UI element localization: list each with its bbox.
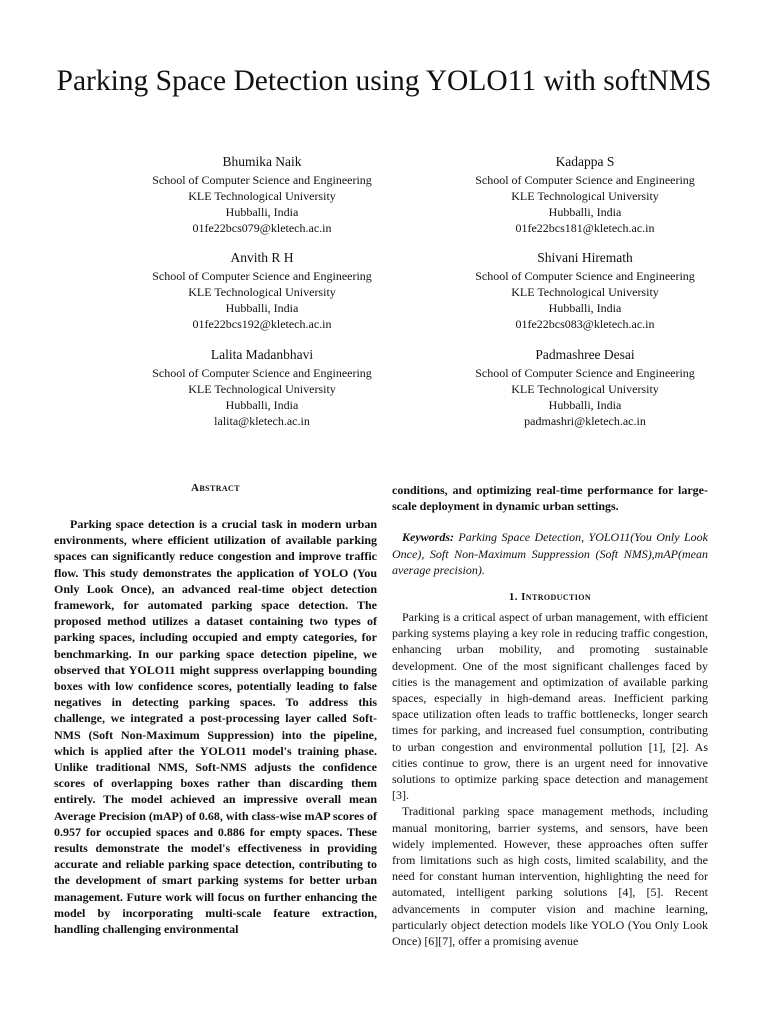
author-card [420, 250, 750, 332]
author-name: Bhumika Naik [222, 154, 302, 169]
author-name: Anvith R H [230, 250, 294, 265]
intro-paragraph: Traditional parking space management methods, including manual monitoring, barrier systems, and sensors, have been widely implemented. However, these approaches often suffer from limitations such as high costs, limited scalability, and the need for constant human intervention, highlighting the need for automated, intelligent parking solutions [4], [5]. Recent advancements in computer vision and machine learning, particularly object detection models like YOLO (You Only Look Once) [6][7], offer a promising avenue [392, 804, 708, 949]
right-column [392, 482, 708, 949]
author-department: School of Computer Science and Engineering [152, 173, 372, 187]
author-university: KLE Technological University [188, 189, 336, 203]
author-name: Padmashree Desai [535, 347, 635, 362]
keywords-text: Parking Space Detection, YOLO11(You Only Look Once), Soft Non-Maximum Suppression (Soft NMS),mAP(mean average precision). [392, 530, 708, 577]
abstract-text: Parking space detection is a crucial task in modern urban environments, where efficient utilization of available parking spaces can significantly reduce congestion and improve traffic flow. This study demonstrates the application of YOLO (You Only Look Once), an advanced real-time object detection framework, for automated parking space detection. The proposed method utilizes a dataset containing two types of parking spaces, including occupied and empty categories, for benchmarking. In our parking space detection pipeline, we observed that YOLO11 might suppress overlapping bounding boxes with low confidence scores, potentially leading to false negatives in detecting parking spaces. To address this challenge, we integrated a post-processing layer called Soft-NMS (Soft Non-Maximum Suppression) into the pipeline, which is applied after the YOLO11 model's training phase. Unlike traditional NMS, Soft-NMS adjusts the confidence scores of overlapping boxes rather than discarding them entirely. The model achieved an impressive overall mean Average Precision (mAP) of 0.68, with class-wise mAP scores of 0.957 for occupied spaces and 0.886 for empty spaces. These results demonstrate the model's effectiveness in providing accurate and reliable parking space detection, contributing to the development of smart parking systems for better urban management. Future work will focus on further enhancing the model by incorporating multi-scale feature extraction, handling challenging environmental [54, 517, 377, 937]
left-column [54, 482, 377, 937]
author-card [97, 347, 427, 429]
author-card [97, 250, 427, 332]
author-name: Shivani Hiremath [537, 250, 633, 265]
author-university: KLE Technological University [188, 382, 336, 396]
author-department: School of Computer Science and Engineering [475, 366, 695, 380]
abstract-heading: Abstract [191, 482, 240, 494]
keywords [392, 529, 708, 578]
paper-title: Parking Space Detection using YOLO11 with softNMS [56, 65, 712, 97]
author-email: 01fe22bcs079@kletech.ac.in [192, 221, 332, 235]
author-city: Hubballi, India [225, 398, 299, 412]
author-name: Kadappa S [555, 154, 615, 169]
author-city: Hubballi, India [548, 205, 622, 219]
author-card [420, 347, 750, 429]
intro-paragraph: Parking is a critical aspect of urban management, with efficient parking systems playing a key role in reducing traffic congestion, enhancing urban mobility, and promoting sustainable development. One of the most significant challenges faced by cities is the management and optimization of available parking spaces, especially in high-demand areas. Inefficient parking space utilization often leads to traffic bottlenecks, longer search times for parking, and increased fuel consumption, contributing to urban congestion and environmental pollution [1], [2]. As cities continue to grow, there is an urgent need for innovative solutions to optimize parking space detection and management [3]. [392, 610, 708, 803]
introduction-heading: 1. Introduction [508, 591, 592, 604]
author-department: School of Computer Science and Engineering [475, 173, 695, 187]
author-department: School of Computer Science and Engineering [152, 366, 372, 380]
author-email: lalita@kletech.ac.in [214, 414, 310, 428]
author-email: padmashri@kletech.ac.in [524, 414, 646, 428]
keywords-label: Keywords: [402, 530, 454, 545]
author-department: School of Computer Science and Engineering [152, 269, 372, 283]
author-email: 01fe22bcs083@kletech.ac.in [515, 317, 655, 331]
author-city: Hubballi, India [548, 301, 622, 315]
author-card [97, 154, 427, 236]
author-university: KLE Technological University [511, 382, 659, 396]
author-department: School of Computer Science and Engineering [475, 269, 695, 283]
author-card [420, 154, 750, 236]
author-university: KLE Technological University [188, 285, 336, 299]
author-email: 01fe22bcs192@kletech.ac.in [192, 317, 332, 331]
abstract-continued: conditions, and optimizing real-time performance for large-scale deployment in dynamic urban settings. [392, 483, 708, 514]
author-name: Lalita Madanbhavi [210, 347, 314, 362]
author-city: Hubballi, India [225, 205, 299, 219]
author-university: KLE Technological University [511, 189, 659, 203]
author-email: 01fe22bcs181@kletech.ac.in [515, 221, 655, 235]
author-city: Hubballi, India [548, 398, 622, 412]
author-city: Hubballi, India [225, 301, 299, 315]
author-university: KLE Technological University [511, 285, 659, 299]
